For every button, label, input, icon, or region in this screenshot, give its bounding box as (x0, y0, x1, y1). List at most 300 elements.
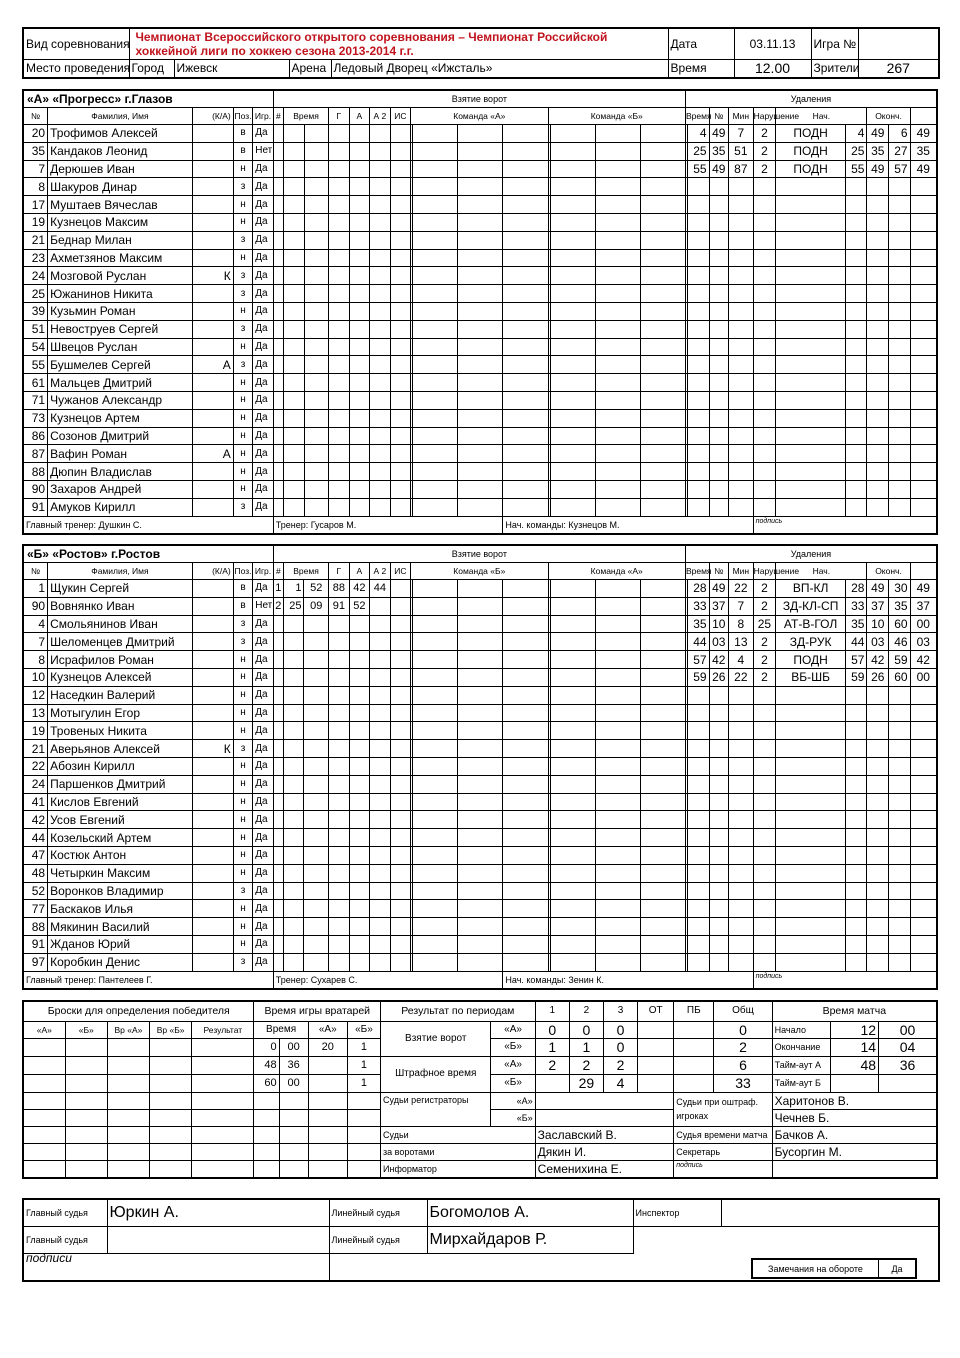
pen-player (729, 882, 754, 900)
blank-cell (23, 1160, 65, 1178)
pen-sec (709, 356, 728, 374)
pen-start-min (845, 900, 867, 918)
pen-start-min: 28 (845, 580, 867, 598)
player-role (192, 142, 233, 160)
pen-start-min (845, 498, 867, 516)
player-row (23, 668, 937, 686)
line-cell (550, 285, 595, 303)
line-cell (595, 722, 640, 740)
blank-cell (150, 1092, 192, 1109)
goal-scorer (329, 793, 350, 811)
goal-sec (304, 445, 329, 463)
date-value: 03.11.13 (734, 28, 811, 59)
player-pos: н (233, 811, 252, 829)
player-no: 52 (23, 882, 48, 900)
player-name: Мальцев Дмитрий (48, 374, 193, 392)
goal-min (284, 409, 305, 427)
line-cell (550, 793, 595, 811)
player-row (23, 142, 937, 160)
goal-no (273, 615, 283, 633)
line-cell (640, 793, 685, 811)
pen-sec: 49 (709, 125, 728, 143)
player-name: Кислов Евгений (48, 793, 193, 811)
line-cell (503, 285, 548, 303)
player-pos: н (233, 846, 252, 864)
player-name: Жданов Юрий (48, 935, 193, 953)
goal-sec (304, 409, 329, 427)
player-no: 35 (23, 142, 48, 160)
player-pos: н (233, 775, 252, 793)
pen-start-min (845, 445, 867, 463)
goal-no (273, 160, 283, 178)
line-cell (595, 793, 640, 811)
player-no: 39 (23, 302, 48, 320)
pen-start-sec (867, 231, 889, 249)
goals-b-p4 (674, 1038, 714, 1056)
player-no: 77 (23, 900, 48, 918)
goal-sec (304, 935, 329, 953)
goal-sec: 52 (304, 580, 329, 598)
reg-judges-label: Судьи регистраторы (381, 1092, 491, 1126)
line-cell (640, 463, 685, 481)
goal-scorer (329, 213, 350, 231)
goalie-min: 48 (254, 1056, 279, 1074)
pen-end-sec: 37 (910, 597, 937, 615)
remarks-value: Да (891, 1263, 903, 1274)
line-cell (595, 249, 640, 267)
city-value: Ижевск (174, 59, 289, 78)
line-cell (595, 935, 640, 953)
goal-min (283, 757, 304, 775)
player-row (23, 338, 937, 356)
player-pos: н (233, 302, 252, 320)
pen-sec: 10 (709, 615, 728, 633)
pen-start-sec: 42 (867, 651, 889, 669)
player-name: Паршенков Дмитрий (48, 775, 193, 793)
pen-min: 35 (688, 615, 710, 633)
pen-start-sec (867, 864, 889, 882)
pen-end-min: 46 (889, 633, 911, 651)
pen-sec (709, 178, 728, 196)
goal-min (284, 125, 305, 143)
shootout-cell (65, 1074, 107, 1092)
goal-situation (390, 793, 411, 811)
player-role: К (192, 740, 233, 758)
pen-end-sec (910, 374, 937, 392)
pen-start-sec (867, 846, 889, 864)
goal-situation (390, 686, 411, 704)
player-pos: н (233, 480, 252, 498)
pen-end-sec (910, 498, 937, 516)
line-cell (458, 793, 503, 811)
line-cell (458, 722, 503, 740)
team-b-lines-header: Команда «А» (548, 563, 685, 580)
line-cell (458, 320, 503, 338)
goal-sec (304, 463, 329, 481)
pen-player (729, 285, 754, 303)
shootout-cell (107, 1038, 149, 1056)
pen-start-sec (867, 722, 889, 740)
player-pos: н (233, 427, 252, 445)
pen-minutes (753, 498, 776, 516)
pen-player (729, 864, 754, 882)
pen-start-min (845, 935, 867, 953)
player-role (192, 213, 233, 231)
goal-situation (390, 142, 411, 160)
line-cell (640, 633, 685, 651)
pen-sec (709, 374, 728, 392)
player-row (23, 704, 937, 722)
pen-sec: 03 (709, 633, 728, 651)
goal-min (283, 686, 304, 704)
line-cell (550, 882, 595, 900)
line-cell (640, 249, 685, 267)
pen-end-sec (910, 267, 937, 285)
pen-start-sec: 37 (867, 597, 889, 615)
pim-b-p4 (674, 1074, 714, 1092)
line-cell (640, 285, 685, 303)
line-cell (550, 374, 595, 392)
player-pos: н (233, 463, 252, 481)
player-played: Да (253, 498, 274, 516)
pen-no-header: № (709, 108, 728, 125)
shootout-col-0: «А» (23, 1021, 65, 1038)
match-start-h: 12 (830, 1021, 878, 1038)
shootout-col-1: «Б» (65, 1021, 107, 1038)
goal-assist (349, 757, 370, 775)
pen-sec: 49 (709, 580, 728, 598)
line-cell (458, 953, 503, 971)
player-pos: н (233, 686, 252, 704)
shootout-cell (192, 1074, 254, 1092)
player-no: 86 (23, 427, 48, 445)
pen-player (729, 498, 754, 516)
blank-cell (279, 1126, 308, 1143)
pen-violation (776, 391, 846, 409)
blank-cell (23, 1126, 65, 1143)
goal-assist (349, 231, 370, 249)
line-cell (595, 846, 640, 864)
goal-situation (390, 935, 411, 953)
goal-scorer (329, 178, 350, 196)
pen-player (729, 391, 754, 409)
goal-scorer (329, 668, 350, 686)
blank-cell (107, 1126, 149, 1143)
goal-no (273, 882, 283, 900)
pen-sec (709, 231, 728, 249)
goal-min: 25 (283, 597, 304, 615)
line-cell (413, 249, 458, 267)
pen-player (729, 740, 754, 758)
pen-min: 44 (688, 633, 710, 651)
pen-end-min: 57 (889, 160, 911, 178)
goal-assist2: 44 (370, 580, 391, 598)
goal-situation (390, 338, 411, 356)
pen-violation (776, 757, 846, 775)
pen-minutes (753, 267, 776, 285)
pen-minutes (753, 356, 776, 374)
pen-end-min (889, 249, 911, 267)
line-cell (458, 935, 503, 953)
goal-no (273, 900, 283, 918)
player-played: Да (253, 757, 274, 775)
competition-label: Вид соревнования (23, 28, 129, 59)
player-no: 7 (23, 633, 48, 651)
goal-no (273, 829, 283, 847)
pen-end-sec: 00 (910, 668, 937, 686)
secretary: Бусоргин М. (772, 1143, 937, 1160)
goal-no (273, 935, 283, 953)
goal-min (284, 320, 305, 338)
pim-a-p4 (674, 1056, 714, 1074)
goalie-min: 60 (254, 1074, 279, 1092)
player-role (192, 953, 233, 971)
line-cell (640, 142, 685, 160)
player-played: Да (253, 953, 274, 971)
pen-start-min (845, 409, 867, 427)
player-row (23, 320, 937, 338)
blank-cell (308, 1126, 347, 1143)
player-played: Да (253, 722, 274, 740)
player-pos: з (233, 178, 252, 196)
line-cell (595, 882, 640, 900)
pen-player (729, 427, 754, 445)
line-cell (595, 445, 640, 463)
goal-scorer (329, 374, 350, 392)
blank-cell (254, 1109, 279, 1126)
match-time-h (830, 1074, 878, 1092)
line-cell (550, 935, 595, 953)
player-name: Амуков Кирилл (48, 498, 193, 516)
goal-scorer (329, 463, 350, 481)
player-no: 91 (23, 935, 48, 953)
match-time-m (879, 1074, 937, 1092)
player-no: 19 (23, 722, 48, 740)
player-pos: н (233, 829, 252, 847)
line-cell (503, 864, 548, 882)
pen-start-min (845, 686, 867, 704)
line-cell (550, 651, 595, 669)
line-cell (550, 918, 595, 936)
pen-end-sec: 42 (910, 651, 937, 669)
pen-end-min: 60 (889, 668, 911, 686)
line-cell (640, 615, 685, 633)
line-cell (458, 900, 503, 918)
player-no: 44 (23, 829, 48, 847)
goal-min (284, 445, 305, 463)
player-role (192, 391, 233, 409)
blank-cell (107, 1143, 149, 1160)
line-cell (458, 811, 503, 829)
player-played: Да (253, 668, 274, 686)
goal-sec (304, 427, 329, 445)
pen-end-min: 6 (889, 125, 911, 143)
signature-label: подпись (753, 971, 937, 989)
pen-player (729, 775, 754, 793)
pen-start-min: 25 (845, 142, 867, 160)
player-role (192, 231, 233, 249)
player-name: Козельский Артем (48, 829, 193, 847)
pen-start-min (845, 391, 867, 409)
player-name: Воронков Владимир (48, 882, 193, 900)
pen-minutes (753, 320, 776, 338)
player-role (192, 918, 233, 936)
pen-violation (776, 722, 846, 740)
goal-min (284, 338, 305, 356)
pen-end-sec (910, 918, 937, 936)
pen-start-min (845, 302, 867, 320)
goal-scorer (329, 302, 350, 320)
pen-minutes: 2 (753, 597, 776, 615)
pen-start-sec (867, 196, 889, 214)
line-cell (503, 597, 548, 615)
line-cell (413, 597, 458, 615)
goal-assist2 (370, 811, 391, 829)
goal-assist2 (370, 793, 391, 811)
shootout-cell (150, 1056, 192, 1074)
pen-minutes (753, 935, 776, 953)
pen-end-min (889, 793, 911, 811)
goals-a-p3 (638, 1021, 674, 1038)
goal-assist2 (370, 918, 391, 936)
pen-end-min (889, 775, 911, 793)
goals-a-p5: 0 (714, 1021, 772, 1038)
played-header: Игр. (253, 563, 274, 580)
goal-assist (349, 178, 370, 196)
goal-situation (390, 374, 411, 392)
penalties-title: Удаления (685, 90, 937, 108)
pen-violation (776, 953, 846, 971)
player-pos: н (233, 918, 252, 936)
goal-no (273, 356, 283, 374)
goal-situation (390, 864, 411, 882)
player-pos: в (233, 142, 252, 160)
pen-start-min (845, 704, 867, 722)
main-judge-1: Юркин А. (107, 1199, 329, 1226)
goal-assist2 (370, 231, 391, 249)
pen-end-sec (910, 427, 937, 445)
line-cell (550, 213, 595, 231)
pen-start-sec (867, 740, 889, 758)
line-cell (413, 615, 458, 633)
pen-minutes (753, 445, 776, 463)
line-cell (413, 498, 458, 516)
goal-assist2 (370, 480, 391, 498)
player-played: Да (253, 391, 274, 409)
goal-min (283, 651, 304, 669)
pen-min (688, 231, 710, 249)
pen-sec (709, 249, 728, 267)
line-cell (503, 793, 548, 811)
pen-start-sec (867, 320, 889, 338)
pen-end-sec (910, 356, 937, 374)
player-pos: н (233, 722, 252, 740)
player-row (23, 918, 937, 936)
pen-start-min (845, 249, 867, 267)
player-name: Шакуров Динар (48, 178, 193, 196)
player-name: Вафин Роман (48, 445, 193, 463)
linesman-label-2: Линейный судья (329, 1226, 427, 1253)
player-row (23, 125, 937, 143)
goals-title: Взятие ворот (273, 545, 685, 563)
signature-label: подпись (753, 516, 937, 534)
pen-violation (776, 829, 846, 847)
line-cell (550, 668, 595, 686)
goal-assist2 (370, 267, 391, 285)
pen-end-sec (910, 302, 937, 320)
main-judge-label: Главный судья (23, 1199, 107, 1226)
pen-min (688, 285, 710, 303)
pen-minutes (753, 196, 776, 214)
penbox-2: Чечнев Б. (772, 1109, 937, 1126)
player-no: 7 (23, 160, 48, 178)
player-pos: з (233, 285, 252, 303)
player-row (23, 160, 937, 178)
goal-no (273, 775, 283, 793)
line-cell (458, 427, 503, 445)
goal-situation (390, 463, 411, 481)
player-name: Щукин Сергей (48, 580, 193, 598)
goal-min (283, 864, 304, 882)
goal-assist2 (370, 338, 391, 356)
line-cell (413, 445, 458, 463)
player-role (192, 615, 233, 633)
pen-min (688, 811, 710, 829)
goal-min (283, 935, 304, 953)
goal-situation (390, 722, 411, 740)
goal-assist (349, 463, 370, 481)
pen-sec (709, 811, 728, 829)
time-label: Время (668, 59, 734, 78)
player-row (23, 953, 937, 971)
blank-cell (308, 1109, 347, 1126)
shootout-cell (23, 1074, 65, 1092)
goal-assist (349, 722, 370, 740)
line-cell (640, 651, 685, 669)
blank (633, 1226, 939, 1253)
period-col-3: ОТ (638, 1001, 674, 1021)
goal-scorer (329, 615, 350, 633)
goal-assist (349, 686, 370, 704)
player-name: Мозговой Руслан (48, 267, 193, 285)
pen-player (729, 302, 754, 320)
pen-end-min (889, 320, 911, 338)
goal-no (273, 213, 283, 231)
line-cell (503, 757, 548, 775)
pim-a-label: «А» (491, 1056, 535, 1074)
line-cell (640, 213, 685, 231)
goal-assist (349, 356, 370, 374)
player-no: 73 (23, 409, 48, 427)
goal-situation (390, 918, 411, 936)
pen-start-sec (867, 704, 889, 722)
goal-sec (304, 213, 329, 231)
reg-judge-value (535, 1109, 674, 1126)
pen-violation: ПОДН (776, 125, 846, 143)
situation-header: ИС (390, 563, 411, 580)
pen-player: 22 (729, 580, 754, 598)
line-cell (503, 356, 548, 374)
goal-assist (349, 829, 370, 847)
line-cell (550, 142, 595, 160)
pen-min-header: Мин (729, 108, 754, 125)
line-cell (640, 374, 685, 392)
pen-start-min (845, 775, 867, 793)
pen-end-min (889, 740, 911, 758)
player-role (192, 160, 233, 178)
pen-min (688, 320, 710, 338)
blank-cell (107, 1109, 149, 1126)
